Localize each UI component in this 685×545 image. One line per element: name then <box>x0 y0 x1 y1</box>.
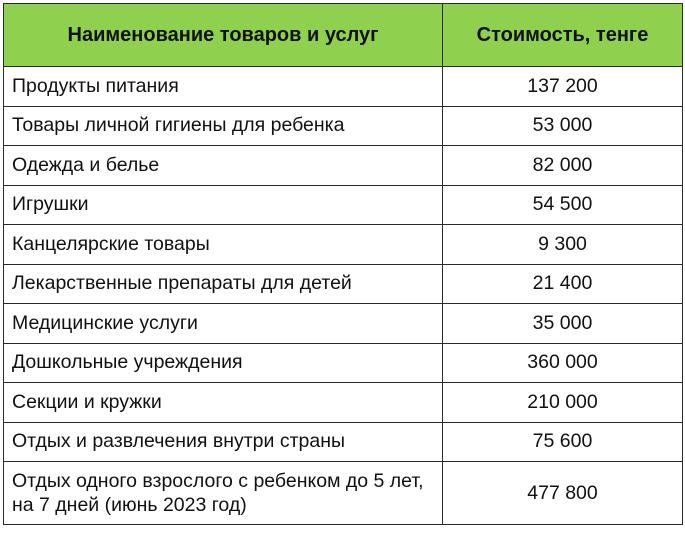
item-cost: 21 400 <box>443 264 683 304</box>
item-cost: 477 800 <box>443 462 683 525</box>
cost-table <box>3 3 683 525</box>
table-row <box>4 106 683 146</box>
table-row <box>4 304 683 344</box>
item-name: Лекарственные препараты для детей <box>4 264 443 304</box>
table-row <box>4 185 683 225</box>
item-cost: 54 500 <box>443 185 683 225</box>
item-cost: 75 600 <box>443 422 683 462</box>
item-name: Игрушки <box>4 185 443 225</box>
table-row <box>4 225 683 265</box>
item-cost: 35 000 <box>443 304 683 344</box>
item-cost: 9 300 <box>443 225 683 265</box>
item-name: Секции и кружки <box>4 383 443 423</box>
table-row <box>4 422 683 462</box>
header-row <box>4 4 683 67</box>
item-name: Отдых и развлечения внутри страны <box>4 422 443 462</box>
table-header <box>4 4 683 67</box>
table-row <box>4 146 683 186</box>
item-cost: 360 000 <box>443 343 683 383</box>
table-row <box>4 383 683 423</box>
item-name: Канцелярские товары <box>4 225 443 265</box>
table-row <box>4 67 683 107</box>
header-name: Наименование товаров и услуг <box>4 4 443 67</box>
item-name: Медицинские услуги <box>4 304 443 344</box>
header-cost: Стоимость, тенге <box>443 4 683 67</box>
item-cost: 137 200 <box>443 67 683 107</box>
item-cost: 82 000 <box>443 146 683 186</box>
item-name: Товары личной гигиены для ребенка <box>4 106 443 146</box>
table-row <box>4 264 683 304</box>
item-cost: 210 000 <box>443 383 683 423</box>
table-row <box>4 343 683 383</box>
item-name: Продукты питания <box>4 67 443 107</box>
table-row <box>4 462 683 525</box>
item-name: Одежда и белье <box>4 146 443 186</box>
item-cost: 53 000 <box>443 106 683 146</box>
table-body <box>4 67 683 525</box>
item-name: Отдых одного взрослого с ребенком до 5 лет, на 7 дней (июнь 2023 год) <box>4 462 443 525</box>
item-name: Дошкольные учреждения <box>4 343 443 383</box>
